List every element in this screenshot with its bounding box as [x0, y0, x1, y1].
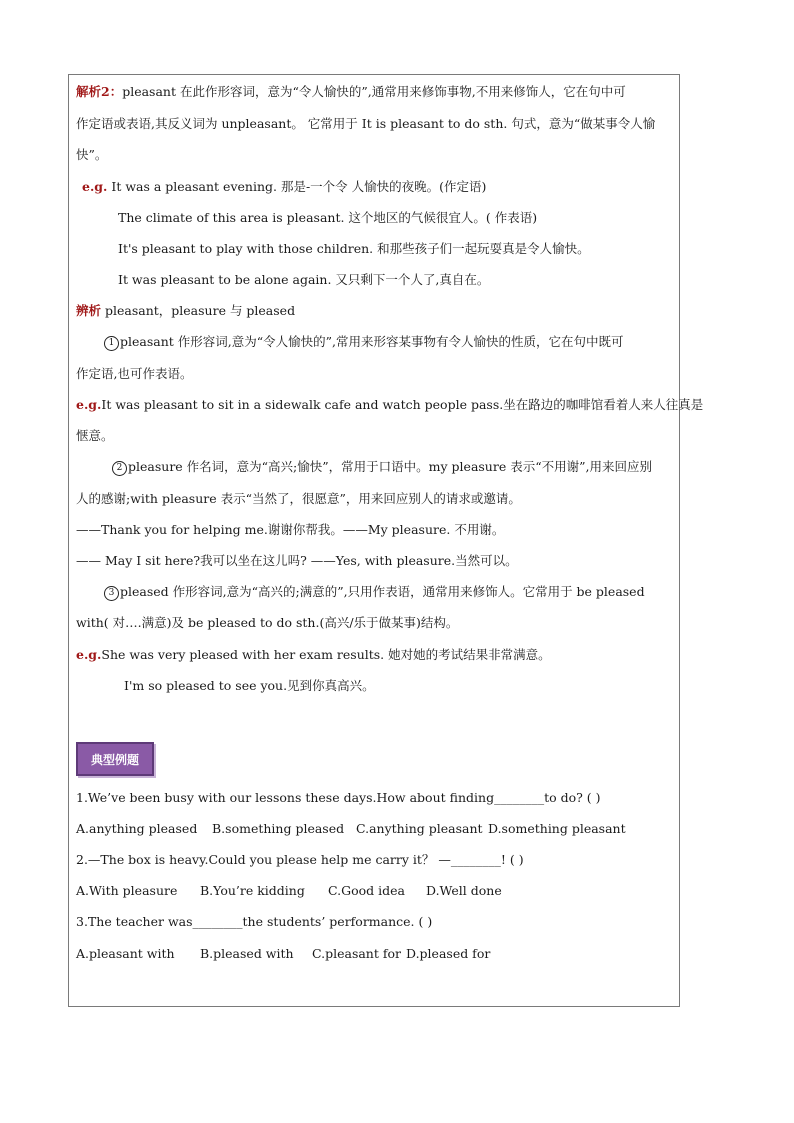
question-2-option-b[interactable]: B.You’re kidding	[200, 883, 305, 898]
point-3-line-1	[104, 584, 645, 601]
eg-label: e.g.	[82, 179, 108, 194]
circled-number-1: 1	[104, 336, 119, 351]
distinguish-label: 辨析	[76, 303, 102, 318]
analysis-line-1	[76, 84, 626, 100]
point-3-example-2: I'm so pleased to see you.见到你真高兴。	[124, 678, 375, 693]
point-3-text: pleased 作形容词,意为“高兴的;满意的”,只用作表语，通常用来修饰人。它常用于 be pleased	[120, 584, 645, 599]
circled-number-2: 2	[112, 461, 127, 476]
question-2-option-c[interactable]: C.Good idea	[328, 883, 405, 898]
analysis-line-2: 作定语或表语,其反义词为 unpleasant。 它常用于 It is pleasant to do sth. 句式，意为“做某事令人愉	[76, 116, 656, 131]
point-1-text: pleasant 作形容词,意为“令人愉快的”,常用来形容某事物有令人愉快的性质，它在句中既可	[120, 334, 624, 349]
analysis-example-2: The climate of this area is pleasant. 这个地区的气候很宜人。( 作表语)	[118, 210, 538, 225]
eg-label: e.g.	[76, 397, 102, 412]
circled-number-3: 3	[104, 586, 119, 601]
question-2-option-a[interactable]: A.With pleasure	[76, 883, 178, 898]
point-1-example-line-2: 惬意。	[76, 428, 114, 443]
analysis-example-1	[82, 179, 486, 195]
point-1-example-line-1	[76, 397, 703, 413]
distinguish-heading	[76, 303, 295, 319]
analysis-label: 解析2：	[76, 84, 123, 99]
point-1-example-text: It was pleasant to sit in a sidewalk cafe and watch people pass.坐在路边的咖啡馆看着人来人往真是	[101, 397, 704, 412]
question-3-stem: 3.The teacher was________the students’ performance. ( )	[76, 914, 433, 929]
question-3-option-c[interactable]: C.pleasant for	[312, 946, 401, 961]
analysis-line-3: 快”。	[76, 147, 108, 162]
point-1-line-2: 作定语,也可作表语。	[76, 366, 193, 381]
point-2-text: pleasure 作名词，意为“高兴;愉快”，常用于口语中。my pleasure 表示“不用谢”,用来回应别	[128, 459, 652, 474]
question-3-option-a[interactable]: A.pleasant with	[76, 946, 175, 961]
eg-text-1: It was a pleasant evening. 那是-一个令 人愉快的夜晚。(作定语)	[107, 179, 487, 194]
dialog-2: —— May I sit here?我可以坐在这儿吗? ——Yes, with pleasure.当然可以。	[76, 553, 518, 568]
question-3-option-b[interactable]: B.pleased with	[200, 946, 294, 961]
question-1-option-c[interactable]: C.anything pleasant	[356, 821, 483, 836]
question-2-option-d[interactable]: D.Well done	[426, 883, 502, 898]
dialog-1: ——Thank you for helping me.谢谢你帮我。——My pleasure. 不用谢。	[76, 522, 505, 537]
question-1-option-b[interactable]: B.something pleased	[212, 821, 345, 836]
analysis-example-4: It was pleasant to be alone again. 又只剩下一个人了,真自在。	[118, 272, 490, 287]
point-2-line-2: 人的感谢;with pleasure 表示“当然了，很愿意”，用来回应别人的请求或邀请。	[76, 491, 521, 506]
question-1-option-a[interactable]: A.anything pleased	[76, 821, 198, 836]
question-2-options	[76, 883, 502, 899]
point-3-line-2: with( 对….满意)及 be pleased to do sth.(高兴/乐于做某事)结构。	[76, 615, 459, 630]
question-3-option-d[interactable]: D.pleased for	[406, 946, 491, 961]
analysis-example-3: It's pleasant to play with those children. 和那些孩子们一起玩耍真是令人愉快。	[118, 241, 590, 256]
question-1-option-d[interactable]: D.something pleasant	[488, 821, 626, 836]
typical-examples-badge: 典型例题	[76, 742, 154, 776]
point-1-line-1	[104, 334, 624, 351]
analysis-text-1: pleasant 在此作形容词，意为“令人愉快的”,通常用来修饰事物,不用来修饰人，它在句中可	[122, 84, 626, 99]
question-2-stem: 2.—The box is heavy.Could you please help me carry it？ —________! ( )	[76, 852, 524, 867]
question-3-options	[76, 946, 490, 962]
point-2-line-1	[112, 459, 652, 476]
distinguish-title: pleasant，pleasure 与 pleased	[101, 303, 296, 318]
question-1-stem: 1.We’ve been busy with our lessons these days.How about finding________to do? ( )	[76, 790, 601, 805]
point-3-example-1	[76, 647, 551, 663]
point-3-example-text: She was very pleased with her exam results. 她对她的考试结果非常满意。	[101, 647, 551, 662]
eg-label: e.g.	[76, 647, 102, 662]
question-1-options	[76, 821, 626, 837]
